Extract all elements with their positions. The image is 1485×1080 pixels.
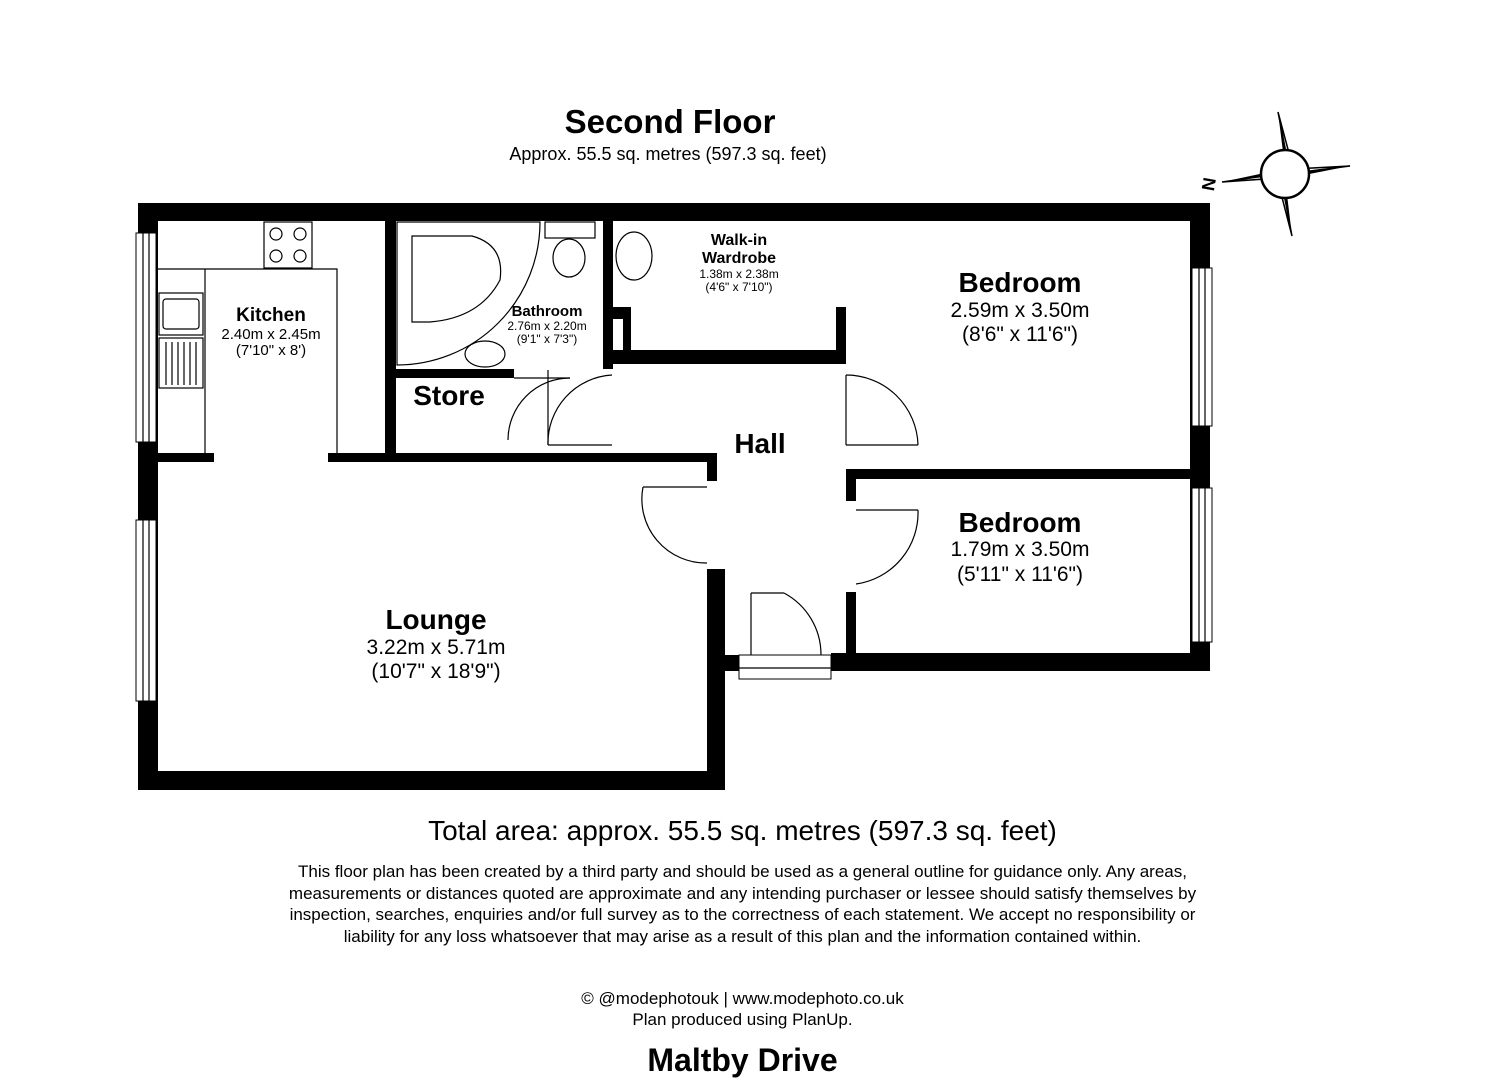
floor-area: Approx. 55.5 sq. metres (597.3 sq. feet) bbox=[509, 144, 827, 164]
room-metric: 2.59m x 3.50m bbox=[950, 299, 1090, 322]
room-bedroom-main bbox=[951, 267, 1090, 346]
room-imperial: (7'10" x 8') bbox=[235, 342, 307, 359]
room-walk-in-wardrobe bbox=[699, 232, 778, 294]
credit bbox=[0, 988, 1485, 1030]
room-name: Store bbox=[413, 380, 485, 411]
credit-line-1: © @modephotouk | www.modephoto.co.uk bbox=[581, 989, 904, 1008]
room-store bbox=[413, 380, 485, 411]
disclaimer: This floor plan has been created by a third party and should be used as a general outline for guidance only. Any areas, measurements or distances quoted are approximate and any intending purchaser or lessee should satisfy themselves by inspection, searches, enquiries and/or full survey as to the correctness of each statement. We accept no responsibility or liability for any loss whatsoever that may arise as a result of this plan and the information contained within. bbox=[288, 862, 1197, 946]
floor-title: Second Floor bbox=[564, 103, 776, 140]
room-bedroom-second bbox=[951, 507, 1090, 586]
room-name-line1: Walk-in bbox=[710, 232, 768, 249]
room-imperial: (10'7" x 18'9") bbox=[371, 660, 501, 683]
room-name: Bedroom bbox=[958, 267, 1082, 298]
property-name: Maltby Drive bbox=[647, 1042, 838, 1078]
room-bathroom bbox=[507, 303, 586, 346]
room-name-line2: Wardrobe bbox=[701, 250, 777, 267]
room-name: Bedroom bbox=[958, 507, 1082, 538]
room-imperial: (4'6" x 7'10") bbox=[705, 280, 773, 294]
room-metric: 3.22m x 5.71m bbox=[366, 636, 506, 659]
credit-line-2: Plan produced using PlanUp. bbox=[632, 1010, 853, 1029]
room-imperial: (5'11" x 11'6") bbox=[956, 563, 1084, 586]
room-name: Hall bbox=[734, 428, 786, 459]
room-hall bbox=[734, 428, 785, 459]
compass-icon bbox=[1222, 112, 1350, 236]
compass-north-label: N bbox=[1198, 176, 1220, 193]
room-metric: 2.40m x 2.45m bbox=[221, 326, 321, 343]
room-metric: 1.79m x 3.50m bbox=[950, 538, 1090, 561]
room-imperial: (8'6" x 11'6") bbox=[962, 323, 1078, 346]
room-name: Kitchen bbox=[236, 305, 306, 326]
room-imperial: (9'1" x 7'3") bbox=[516, 332, 578, 346]
room-metric: 2.76m x 2.20m bbox=[507, 319, 587, 333]
total-area: Total area: approx. 55.5 sq. metres (597.3 sq. feet) bbox=[428, 815, 1057, 846]
room-name: Bathroom bbox=[511, 303, 583, 320]
room-metric: 1.38m x 2.38m bbox=[699, 267, 779, 281]
room-lounge bbox=[367, 604, 506, 683]
room-kitchen bbox=[221, 305, 320, 359]
room-name: Lounge bbox=[385, 604, 487, 635]
